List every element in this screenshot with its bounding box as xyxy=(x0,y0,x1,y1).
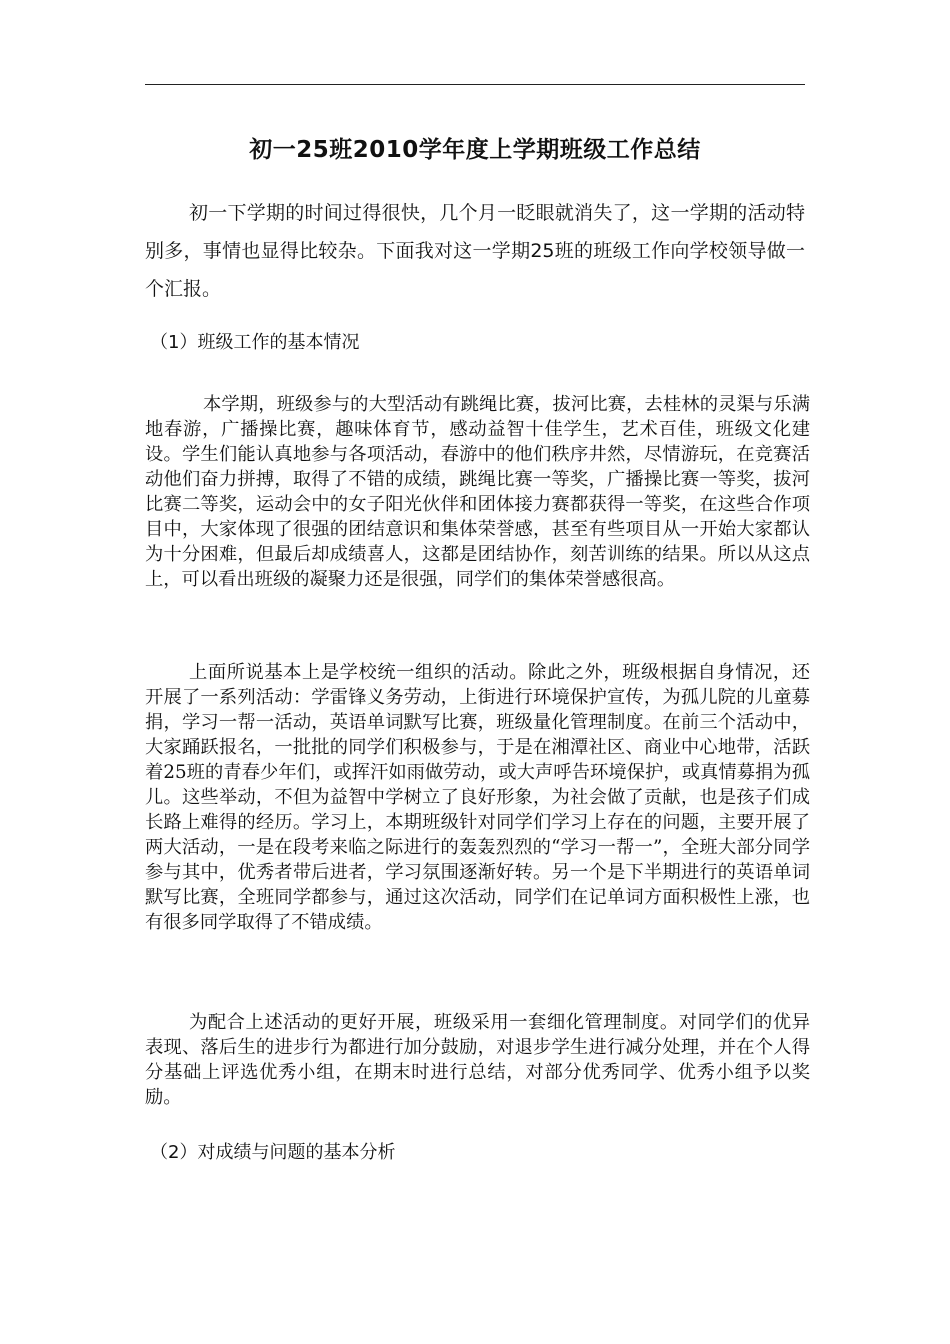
body-paragraph-1: 本学期，班级参与的大型活动有跳绳比赛，拔河比赛，去桂林的灵渠与乐满地春游，广播操比赛，趣味体育节，感动益智十佳学生，艺术百佳，班级文化建设。学生们能认真地参与各项活动，春游中的他们秩序井然，尽情游玩，在竞赛活动他们奋力拼搏，取得了不错的成绩，跳绳比赛一等奖，广播操比赛一等奖，拔河比赛二等奖，运动会中的女子阳光伙伴和团体接力赛都获得一等奖，在这些合作项目中，大家体现了很强的团结意识和集体荣誉感，甚至有些项目从一开始大家都认为十分困难，但最后却成绩喜人，这都是团结协作，刻苦训练的结果。所以从这点上，可以看出班级的凝聚力还是很强，同学们的集体荣誉感很高。 xyxy=(145,394,810,590)
body-paragraph-3: 为配合上述活动的更好开展，班级采用一套细化管理制度。对同学们的优异表现、落后生的进步行为都进行加分鼓励，对退步学生进行减分处理，并在个人得分基础上评选优秀小组，在期末时进行总结，对部分优秀同学、优秀小组予以奖励。 xyxy=(145,1012,810,1108)
section-1-heading: （1）班级工作的基本情况 xyxy=(150,332,360,353)
header-rule xyxy=(145,84,805,85)
document-title: 初一25班2010学年度上学期班级工作总结 xyxy=(249,137,701,163)
body-paragraph-2: 上面所说基本上是学校统一组织的活动。除此之外，班级根据自身情况，还开展了一系列活动：学雷锋义务劳动，上街进行环境保护宣传，为孤儿院的儿童募捐，学习一帮一活动，英语单词默写比赛，班级量化管理制度。在前三个活动中，大家踊跃报名，一批批的同学们积极参与，于是在湘潭社区、商业中心地带，活跃着25班的青春少年们，或挥汗如雨做劳动，或大声呼告环境保护，或真情募捐为孤儿。这些举动，不但为益智中学树立了良好形象，为社会做了贡献，也是孩子们成长路上难得的经历。学习上，本期班级针对同学们学习上存在的问题，主要开展了两大活动，一是在段考来临之际进行的轰轰烈烈的“学习一帮一”，全班大部分同学参与其中，优秀者带后进者，学习氛围逐渐好转。另一个是下半期进行的英语单词默写比赛，全班同学都参与，通过这次活动，同学们在记单词方面积极性上涨，也有很多同学取得了不错成绩。 xyxy=(145,662,810,933)
section-2-heading: （2）对成绩与问题的基本分析 xyxy=(150,1142,396,1163)
intro-paragraph: 初一下学期的时间过得很快，几个月一眨眼就消失了，这一学期的活动特别多，事情也显得比较杂。下面我对这一学期25班的班级工作向学校领导做一个汇报。 xyxy=(145,202,805,300)
